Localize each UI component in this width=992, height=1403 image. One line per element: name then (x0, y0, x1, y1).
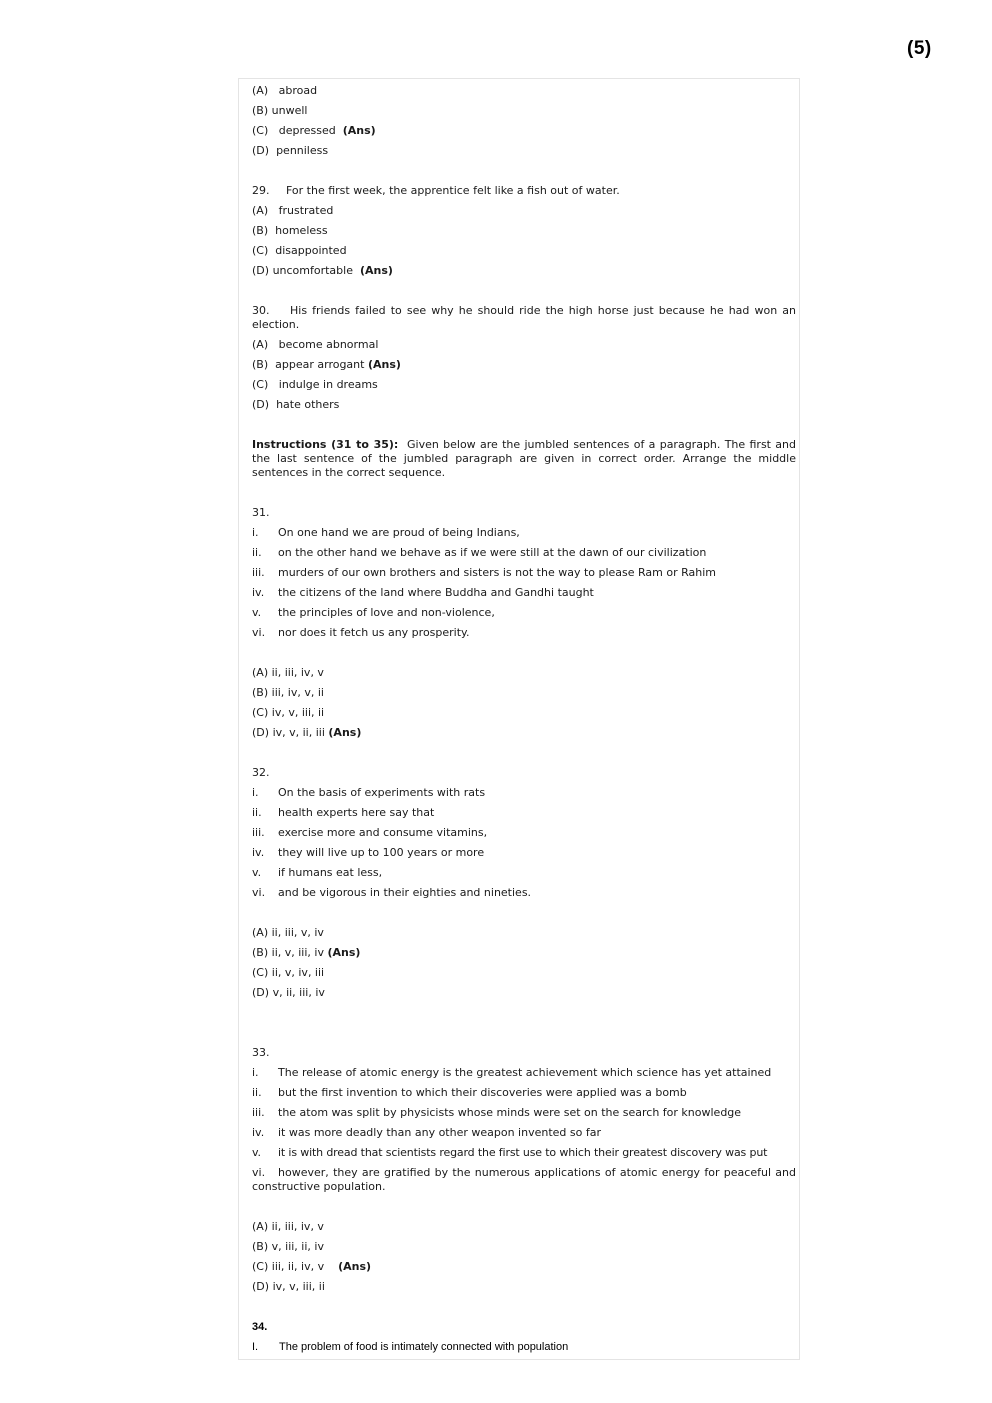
sentence-text: on the other hand we behave as if we were still at the dawn of our civilization (278, 546, 707, 559)
sentence-text: the principles of love and non-violence, (278, 606, 495, 619)
sentence-text: health experts here say that (278, 806, 435, 819)
question-28-options (252, 84, 796, 164)
sentence-v (252, 866, 796, 886)
answer-marker: (Ans) (338, 1260, 372, 1273)
option-text: disappointed (275, 244, 347, 257)
question-stem (252, 304, 796, 332)
option-d (252, 986, 796, 1006)
option-label: (D) (252, 264, 270, 277)
question-number: 30. (252, 304, 270, 317)
sentence-number: iv. (252, 586, 265, 599)
option-text: indulge in dreams (278, 378, 378, 391)
option-label: (C) (252, 244, 269, 257)
sentence-number: ii. (252, 546, 262, 559)
sentence-text: it was more deadly than any other weapon invented so far (278, 1126, 601, 1139)
option-label: (A) (252, 666, 269, 679)
question-number: 34. (252, 1321, 268, 1333)
option-a (252, 338, 796, 358)
option-label: (D) (252, 726, 270, 739)
option-label: (C) (252, 378, 269, 391)
question-30 (252, 304, 796, 418)
option-text: hate others (276, 398, 340, 411)
option-label: (C) (252, 1260, 269, 1273)
option-a (252, 1220, 796, 1240)
sentence-v (252, 606, 796, 626)
option-label: (A) (252, 204, 269, 217)
option-c (252, 378, 796, 398)
sentence-number: v. (252, 1146, 261, 1159)
option-text: appear arrogant (275, 358, 365, 371)
sentence-iv (252, 846, 796, 866)
sentence-number: iii. (252, 566, 265, 579)
answer-marker: (Ans) (328, 726, 362, 739)
option-d (252, 726, 796, 746)
sentence-number: vi. (252, 626, 266, 639)
question-29 (252, 184, 796, 284)
option-b (252, 358, 796, 378)
sentence-ii (252, 806, 796, 826)
question-number: 32. (252, 766, 270, 779)
option-a (252, 84, 796, 104)
sentence-number: i. (252, 526, 259, 539)
option-text: ii, iii, iv, v (271, 1220, 324, 1233)
sentence-text: The problem of food is intimately connected with population (279, 1341, 569, 1353)
sentence-iii (252, 826, 796, 846)
option-text: depressed (278, 124, 336, 137)
sentence-number: ii. (252, 806, 262, 819)
option-label: (D) (252, 986, 270, 999)
option-b (252, 104, 796, 124)
sentence-number: v. (252, 866, 262, 879)
option-label: (B) (252, 1240, 269, 1253)
option-label: (B) (252, 686, 269, 699)
option-label: (D) (252, 144, 270, 157)
sentence-vi (252, 626, 796, 646)
option-c (252, 244, 796, 264)
sentence-text: On one hand we are proud of being Indians, (278, 526, 520, 539)
sentence-number: ii. (252, 1086, 262, 1099)
option-label: (A) (252, 926, 269, 939)
option-label: (A) (252, 338, 269, 351)
option-text: ii, iii, iv, v (271, 666, 324, 679)
option-text: penniless (276, 144, 329, 157)
sentence-text: and be vigorous in their eighties and nineties. (278, 886, 532, 899)
option-c (252, 1260, 796, 1280)
sentence-text: nor does it fetch us any prosperity. (278, 626, 470, 639)
option-a (252, 204, 796, 224)
question-number: 31. (252, 506, 270, 519)
sentence-text: they will live up to 100 years or more (278, 846, 485, 859)
sentence-number: iii. (252, 826, 265, 839)
option-a (252, 926, 796, 946)
option-label: (B) (252, 104, 269, 117)
sentence-number: iv. (252, 1126, 265, 1139)
answer-marker: (Ans) (367, 358, 401, 371)
sentence-vi (252, 886, 796, 906)
option-label: (A) (252, 1220, 269, 1233)
option-text: iv, v, ii, iii (272, 726, 325, 739)
option-d (252, 1280, 796, 1300)
option-d (252, 144, 796, 164)
sentence-text: The release of atomic energy is the greatest achievement which science has yet attained (278, 1066, 772, 1079)
sentence-number: iii. (252, 1106, 265, 1119)
option-a (252, 666, 796, 686)
sentence-number: vi. (252, 886, 266, 899)
option-label: (B) (252, 224, 269, 237)
sentence-v (252, 1146, 796, 1166)
sentence-text: the atom was split by physicists whose minds were set on the search for knowledge (278, 1106, 742, 1119)
sentence-ii (252, 546, 796, 566)
option-b (252, 1240, 796, 1260)
question-number: 29. (252, 184, 270, 197)
option-text: uncomfortable (272, 264, 353, 277)
sentence-text: exercise more and consume vitamins, (278, 826, 488, 839)
sentence-text: it is with dread that scientists regard the first use to which their greatest discovery was put (278, 1146, 768, 1159)
option-d (252, 398, 796, 418)
option-label: (D) (252, 398, 270, 411)
option-text: homeless (275, 224, 328, 237)
question-stem (252, 184, 796, 204)
option-c (252, 706, 796, 726)
question-34 (252, 1320, 796, 1360)
sentence-number: iv. (252, 846, 265, 859)
option-text: iv, v, iii, ii (272, 1280, 325, 1293)
sentence-text: On the basis of experiments with rats (278, 786, 486, 799)
sentence-number: I. (252, 1341, 259, 1353)
sentence-i (252, 1066, 796, 1086)
option-text: ii, iii, v, iv (271, 926, 324, 939)
instructions (252, 438, 796, 480)
question-text: For the first week, the apprentice felt like a fish out of water. (286, 184, 620, 197)
option-c (252, 966, 796, 986)
sentence-iii (252, 1106, 796, 1126)
sentence-vi (252, 1166, 796, 1194)
option-text: unwell (271, 104, 308, 117)
sentence-text: murders of our own brothers and sisters is not the way to please Ram or Rahim (278, 566, 717, 579)
option-label: (B) (252, 358, 269, 371)
instructions-text: Given below are the jumbled sentences of a paragraph. The first and the last sentence of the jumbled paragraph are given in correct order. Arrange the middle sentences in the correct sequence. (252, 438, 797, 479)
option-text: iii, ii, iv, v (271, 1260, 325, 1273)
option-text: iv, v, iii, ii (271, 706, 325, 719)
option-label: (A) (252, 84, 269, 97)
question-33 (252, 1046, 796, 1300)
answer-marker: (Ans) (359, 264, 393, 277)
answer-marker: (Ans) (327, 946, 361, 959)
option-text: v, ii, iii, iv (272, 986, 325, 999)
option-c (252, 124, 796, 144)
sentence-number: v. (252, 606, 262, 619)
question-number: 33. (252, 1046, 270, 1059)
sentence-number: i. (252, 786, 259, 799)
option-label: (C) (252, 706, 269, 719)
sentence-text: but the first invention to which their discoveries were applied was a bomb (278, 1086, 687, 1099)
sentence-i (252, 1340, 796, 1360)
answer-marker: (Ans) (342, 124, 376, 137)
option-text: iii, iv, v, ii (271, 686, 324, 699)
sentence-iii (252, 566, 796, 586)
option-text: frustrated (278, 204, 334, 217)
option-label: (C) (252, 966, 269, 979)
option-b (252, 224, 796, 244)
sentence-number: i. (252, 1066, 259, 1079)
option-text: ii, v, iv, iii (271, 966, 325, 979)
sentence-i (252, 526, 796, 546)
sentence-text: the citizens of the land where Buddha and Gandhi taught (278, 586, 594, 599)
option-label: (B) (252, 946, 269, 959)
question-32 (252, 766, 796, 1006)
option-text: v, iii, ii, iv (271, 1240, 324, 1253)
sentence-text: however, they are gratified by the numerous applications of atomic energy for peaceful and constructive population. (252, 1166, 796, 1193)
option-text: ii, v, iii, iv (271, 946, 324, 959)
sentence-ii (252, 1086, 796, 1106)
page-number: (5) (907, 38, 932, 59)
option-d (252, 264, 796, 284)
instructions-label: Instructions (31 to 35): (252, 438, 399, 451)
question-content (252, 84, 796, 1360)
option-label: (D) (252, 1280, 270, 1293)
option-label: (C) (252, 124, 269, 137)
sentence-text: if humans eat less, (278, 866, 383, 879)
option-b (252, 946, 796, 966)
question-text: His friends failed to see why he should ride the high horse just because he had won an election. (252, 304, 796, 331)
sentence-i (252, 786, 796, 806)
sentence-iv (252, 1126, 796, 1146)
option-text: abroad (278, 84, 318, 97)
sentence-number: vi. (252, 1166, 266, 1179)
question-31 (252, 506, 796, 746)
option-text: become abnormal (278, 338, 379, 351)
option-b (252, 686, 796, 706)
sentence-iv (252, 586, 796, 606)
